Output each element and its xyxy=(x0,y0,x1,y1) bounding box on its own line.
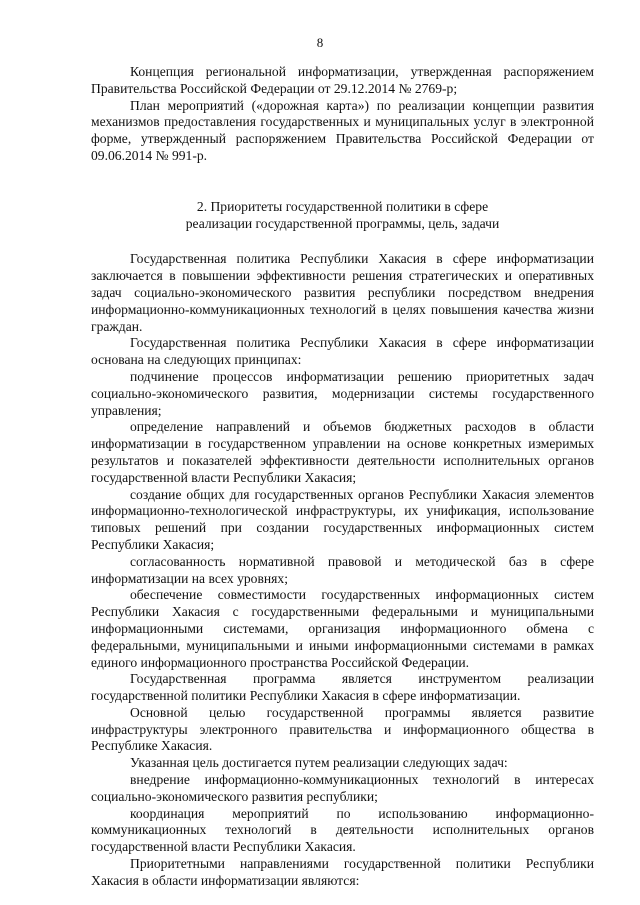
paragraph: Концепция региональной информатизации, утвержденная распоряжением Правительства Российской Федерации от 29.12.2014 № 2769-р; xyxy=(91,64,594,96)
paragraph: определение направлений и объемов бюджетных расходов в области информатизации в государственном управлении на основе конкретных измеримых результатов и показателей эффективности деятельности исполнительных органов государственной власти Республики Хакасия; xyxy=(91,419,594,485)
paragraph: Государственная политика Республики Хакасия в сфере информатизации заключается в повышении эффективности решения стратегических и оперативных задач социально-экономического развития республики посредством внедрения информационно-коммуникационных технологий в целях повышения качества жизни граждан. xyxy=(91,251,594,334)
paragraph: Приоритетными направлениями государственной политики Республики Хакасия в области информатизации являются: xyxy=(91,856,594,888)
paragraph: Указанная цель достигается путем реализации следующих задач: xyxy=(130,755,508,771)
paragraph: План мероприятий («дорожная карта») по реализации концепции развития механизмов предоставления государственных и муниципальных услуг в электронной форме, утвержденный распоряжением Правительства Российской Федерации от 09.06.2014 № 991-р. xyxy=(91,97,594,163)
paragraph: обеспечение совместимости государственных информационных систем Республики Хакасия с государственными федеральными и муниципальными информационными системами, организация информационного обмена с федеральными, муниципальными и иными информационными системами в рамках единого информационного пространства Российской Федерации. xyxy=(91,587,594,670)
paragraph: Государственная политика Республики Хакасия в сфере информатизации основана на следующих принципах: xyxy=(91,335,594,368)
section-heading-line-1: 2. Приоритеты государственной политики в сфере xyxy=(196,198,489,214)
paragraph: согласованность нормативной правовой и методической баз в сфере информатизации на всех уровнях; xyxy=(91,553,594,586)
paragraph: координация мероприятий по использованию информационно-коммуникационных технологий в деятельности исполнительных органов государственной власти Республики Хакасия. xyxy=(91,805,594,855)
paragraph: Основной целью государственной программы является развитие инфраструктуры электронного правительства и информационного общества в Республике Хакасия. xyxy=(91,704,594,754)
paragraph: внедрение информационно-коммуникационных технологий в интересах социально-экономического развития республики; xyxy=(91,772,594,804)
paragraph: подчинение процессов информатизации решению приоритетных задач социально-экономического развития, модернизации системы государственного управления; xyxy=(91,368,594,418)
document-body xyxy=(91,64,594,890)
section-heading-line-2: реализации государственной программы, цель, задачи xyxy=(185,215,500,231)
page-number: 8 xyxy=(316,35,324,50)
paragraph: создание общих для государственных органов Республики Хакасия элементов информационно-технологической инфраструктуры, их унификация, использование типовых решений при создании государственных информационных систем Республики Хакасия; xyxy=(91,486,594,552)
paragraph: Государственная программа является инструментом реализации государственной политики Республики Хакасия в сфере информатизации. xyxy=(91,671,594,704)
